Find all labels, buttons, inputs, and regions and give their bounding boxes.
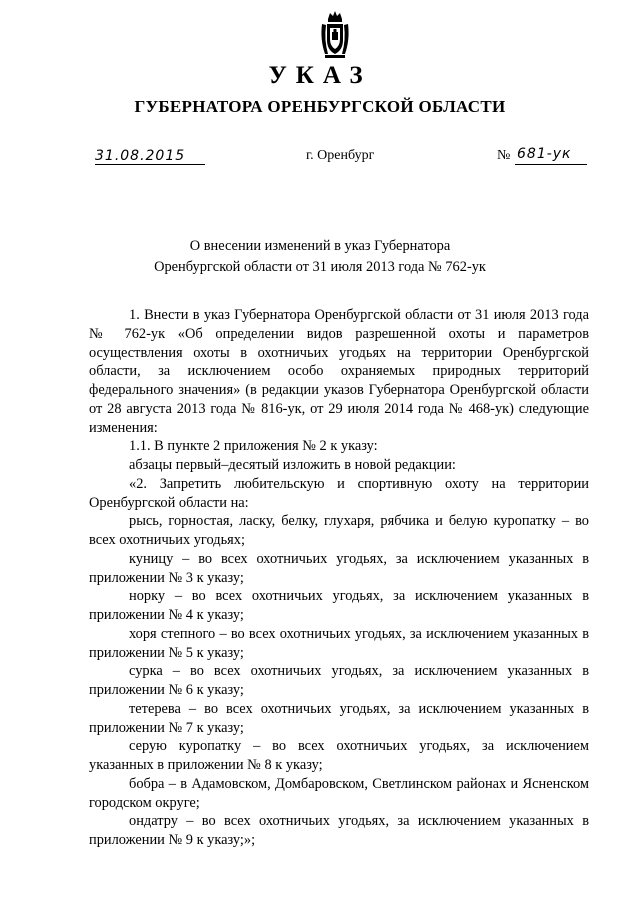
paragraph-11: серую куропатку – во всех охотничьих угодьях, за исключением указанных в приложении № 8 к указу; [89,738,589,773]
document-subtitle: ГУБЕРНАТОРА ОРЕНБУРГСКОЙ ОБЛАСТИ [134,97,506,116]
decree-date-field [95,147,205,167]
decree-number: 681-ук [517,146,572,162]
paragraph-5: рысь, горностая, ласку, белку, глухаря, рябчика и белую куропатку – во всех охотничьих угодьях; [89,513,589,548]
paragraph-13: ондатру – во всех охотничьих угодьях, за исключением указанных в приложении № 9 к указу;»; [89,813,589,848]
document-title: УКАЗ [268,62,372,89]
paragraph-10: тетерева – во всех охотничьих угодьях, за исключением указанных в приложении № 7 к указу; [89,700,589,736]
subject-line-2: Оренбургской области от 31 июля 2013 года № 762-ук [154,259,486,275]
paragraph-7: норку – во всех охотничьих угодьях, за исключением указанных в приложении № 4 к указу; [89,588,589,623]
paragraph-9: сурка – во всех охотничьих угодьях, за исключением указанных в приложении № 6 к указу; [89,663,589,698]
date-underline [95,164,205,165]
paragraph-2: 1.1. В пункте 2 приложения № 2 к указу: [129,438,378,455]
decree-city: г. Оренбург [306,148,375,163]
paragraph-4: «2. Запретить любительскую и спортивную охоту на территории Оренбургской области на: [89,475,589,511]
decree-number-field [497,146,587,168]
decree-subject [0,236,640,278]
paragraph-3: абзацы первый–десятый изложить в новой редакции: [129,457,456,473]
paragraph-8: хоря степного – во всех охотничьих угодьях, за исключением указанных в приложении № 5 к указу; [89,625,589,661]
number-underline [515,164,587,165]
number-sign: № [497,148,511,163]
decree-date: 31.08.2015 [95,148,186,164]
decree-body [89,306,589,850]
paragraph-12: бобра – в Адамовском, Домбаровском, Светлинском районах и Ясненском городском округе; [89,775,589,811]
paragraph-1: 1. Внести в указ Губернатора Оренбургской области от 31 июля 2013 года № 762-ук «Об определении видов разрешенной охоты и параметров осуществления охоты в охотничьих угодьях на территории Оренбургской области, за исключением особо охраняемых природных территорий федерального значения» (в редакции указов Губернатора Оренбургской области от 28 августа 2013 года № 816-ук, от 29 июля 2014 года № 468-ук) следующие изменения: [89,307,589,436]
coat-of-arms-icon [319,10,351,60]
subject-line-1: О внесении изменений в указ Губернатора [189,238,451,254]
paragraph-6: куницу – во всех охотничьих угодьях, за исключением указанных в приложении № 3 к указу; [89,550,589,586]
